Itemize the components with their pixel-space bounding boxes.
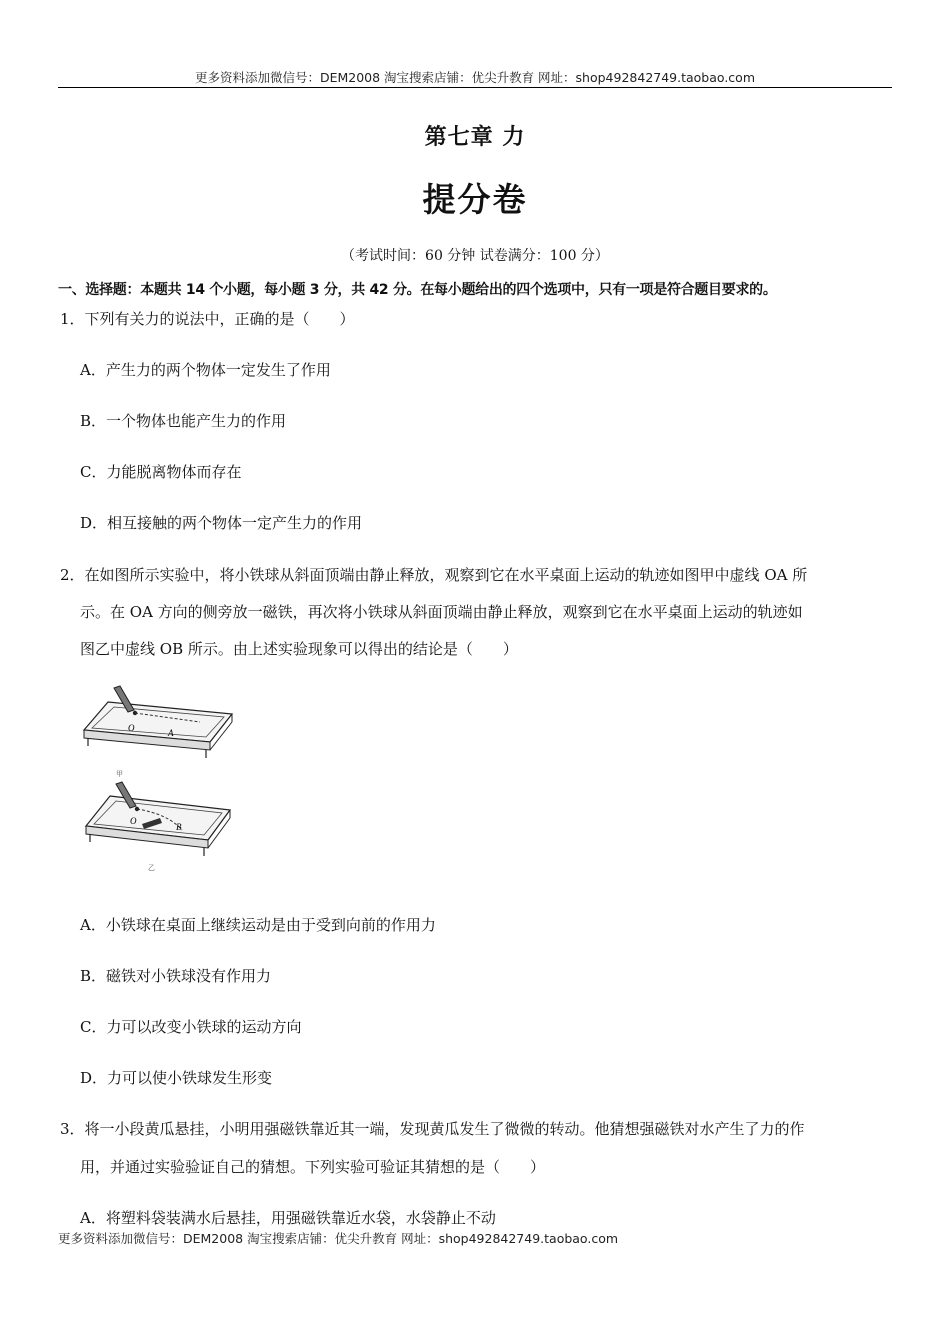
table-bottom-illustration <box>86 782 230 872</box>
exam-info: （考试时间：60 分钟 试卷满分：100 分） <box>341 248 609 264</box>
page-title: 提分卷 <box>422 180 528 219</box>
question-2-option-a: A．小铁球在桌面上继续运动是由于受到向前的作用力 <box>80 916 436 934</box>
question-3-stem-line-2: 用，并通过实验验证自己的猜想。下列实验可验证其猜想的是（ ） <box>80 1158 546 1176</box>
experiment-figure <box>80 684 240 874</box>
label-o-top: O <box>128 723 135 733</box>
label-b: B <box>176 822 182 832</box>
header-divider <box>58 87 892 88</box>
page-header: 更多资料添加微信号：DEM2008 淘宝搜索店铺：优尖升教育 网址：shop492842749.taobao.com <box>194 70 756 85</box>
section-heading: 一、选择题：本题共 14 个小题，每小题 3 分，共 42 分。在每小题给出的四个选项中，只有一项是符合题目要求的。 <box>58 282 777 298</box>
table-top-illustration <box>84 686 232 778</box>
chapter-title: 第七章 力 <box>424 124 526 150</box>
question-1-option-d: D．相互接触的两个物体一定产生力的作用 <box>80 514 363 532</box>
question-2-option-c: C．力可以改变小铁球的运动方向 <box>80 1018 302 1036</box>
page-footer: 更多资料添加微信号：DEM2008 淘宝搜索店铺：优尖升教育 网址：shop492842749.taobao.com <box>58 1231 619 1246</box>
question-2-stem-line-3: 图乙中虚线 OB 所示。由上述实验现象可以得出的结论是（ ） <box>80 640 518 658</box>
caption-yi: 乙 <box>148 864 155 872</box>
caption-jia: 甲 <box>116 770 123 778</box>
question-3-option-a: A．将塑料袋装满水后悬挂，用强磁铁靠近水袋，水袋静止不动 <box>80 1209 496 1227</box>
question-1-option-a: A．产生力的两个物体一定发生了作用 <box>80 361 331 379</box>
label-a: A <box>168 728 174 738</box>
question-1-option-b: B．一个物体也能产生力的作用 <box>80 412 287 430</box>
question-2-stem-line-1: 2．在如图所示实验中，将小铁球从斜面顶端由静止释放，观察到它在水平桌面上运动的轨迹如图甲中虚线 OA 所 <box>60 566 808 584</box>
question-3-stem-line-1: 3．将一小段黄瓜悬挂，小明用强磁铁靠近其一端，发现黄瓜发生了微微的转动。他猜想强磁铁对水产生了力的作 <box>60 1120 805 1138</box>
question-1-stem: 1．下列有关力的说法中，正确的是（ ） <box>60 310 355 328</box>
question-2-option-b: B．磁铁对小铁球没有作用力 <box>80 967 272 985</box>
question-2-option-d: D．力可以使小铁球发生形变 <box>80 1069 273 1087</box>
question-1-option-c: C．力能脱离物体而存在 <box>80 463 242 481</box>
question-2-stem-line-2: 示。在 OA 方向的侧旁放一磁铁，再次将小铁球从斜面顶端由静止释放，观察到它在水平桌面上运动的轨迹如 <box>80 603 803 621</box>
label-o-bottom: O <box>130 816 137 826</box>
